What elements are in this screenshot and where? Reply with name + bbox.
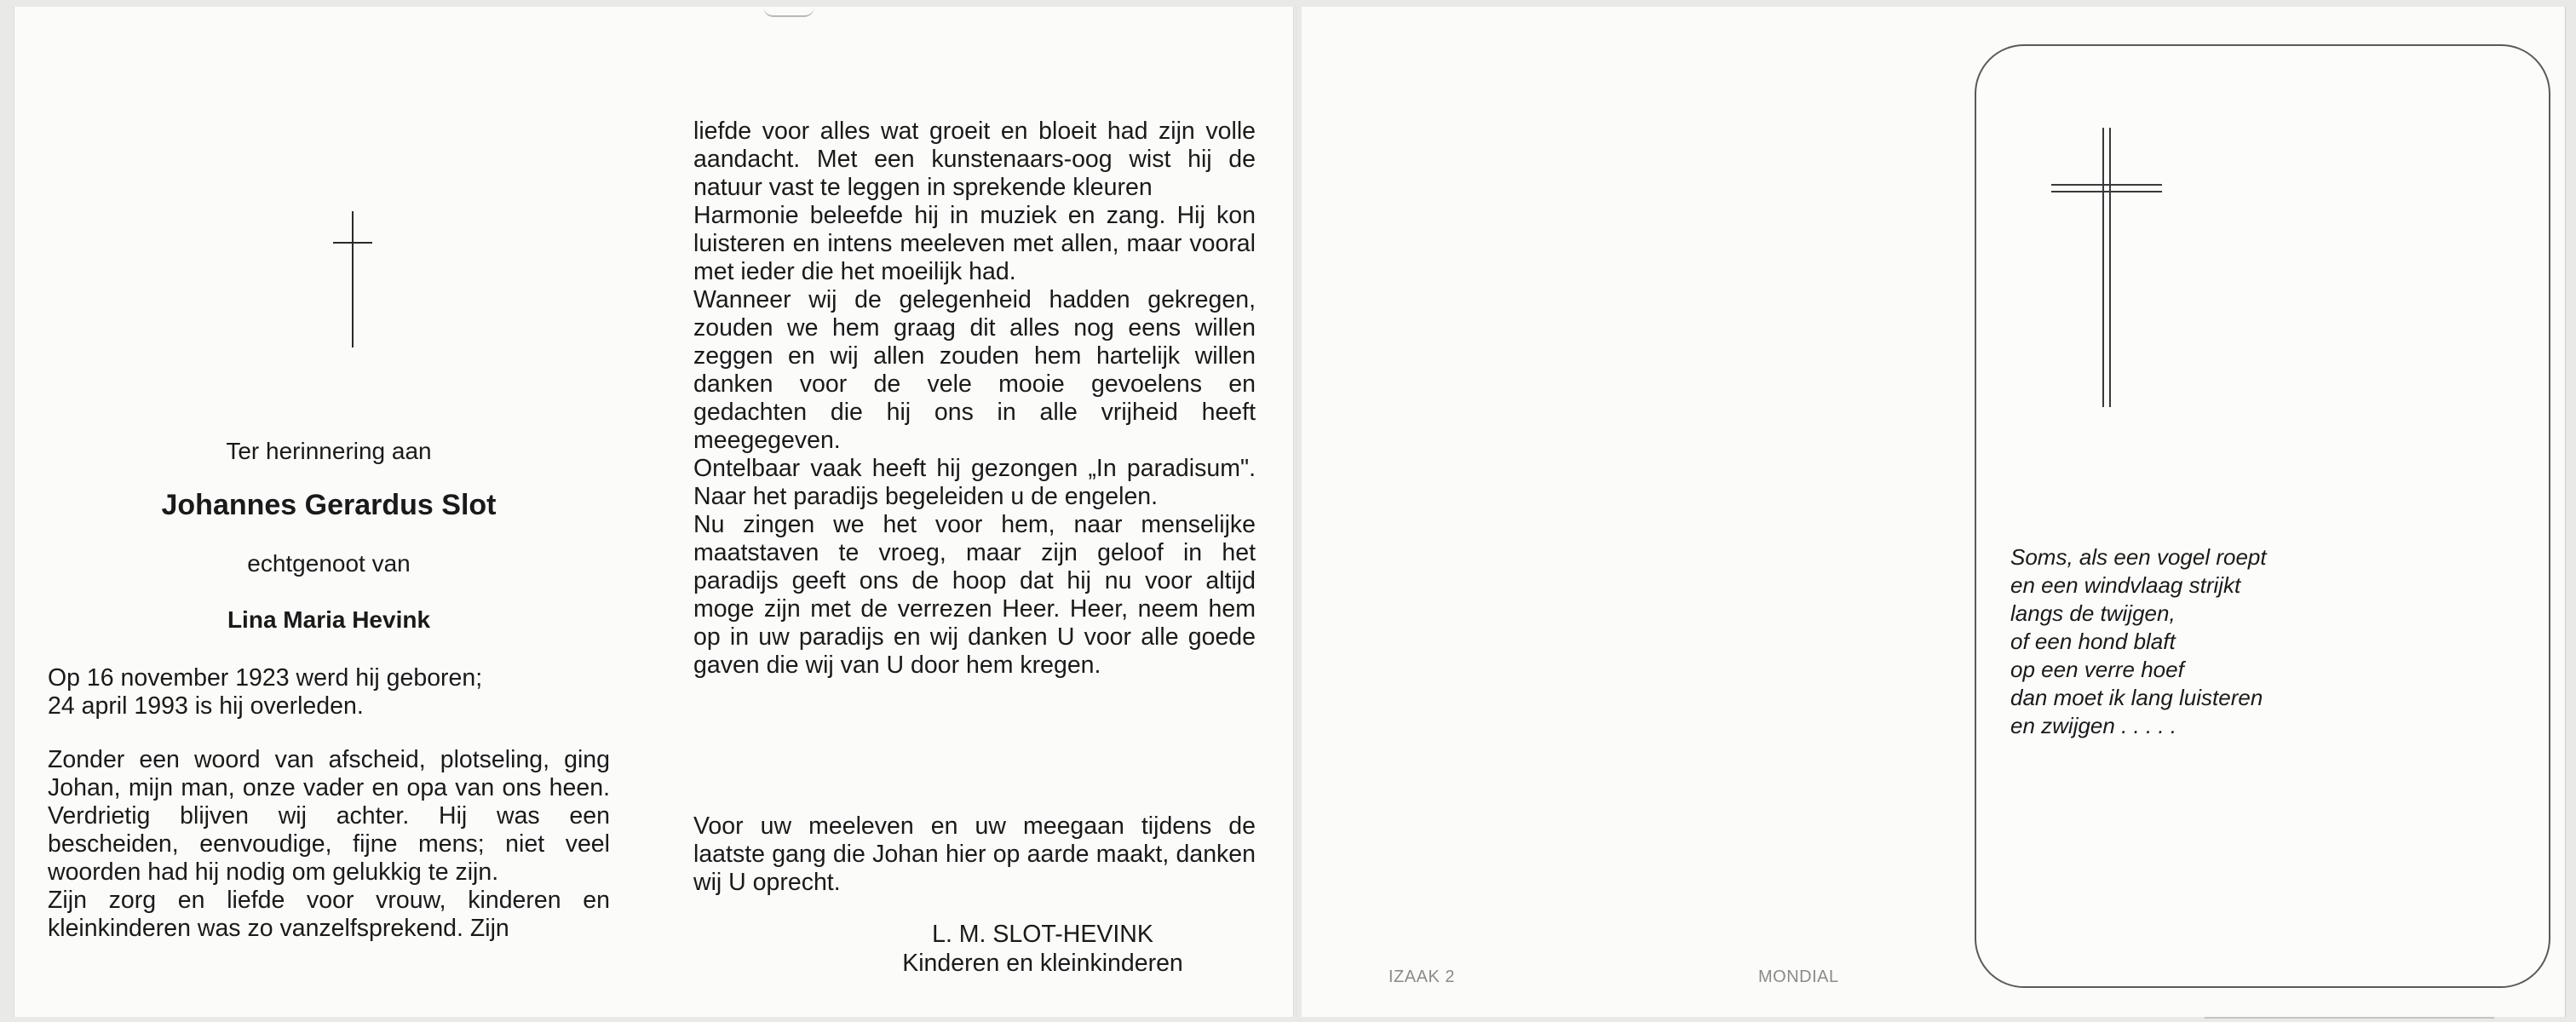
life-dates: Op 16 november 1923 werd hij geboren; 24 april 1993 is hij overleden. — [48, 664, 483, 720]
left-sheet — [14, 7, 1293, 1017]
prayer-card — [1975, 44, 2550, 988]
thanks-paragraph: Voor uw meeleven en uw meegaan tijdens de laatste gang die Johan hier op aarde maakt, danken wij U oprecht. — [693, 812, 1256, 896]
spouse-name: Lina Maria Hevink — [227, 606, 431, 633]
print-code-izaak: IZAAK 2 — [1389, 967, 1455, 986]
signature-name: L. M. SLOT-HEVINK — [932, 921, 1153, 948]
poem-text: Soms, als een vogel roept en een windvlaag strijkt langs de twijgen, of een hond blaft op een verre hoef dan moet ik lang luisteren en zwijgen . . . . . — [2010, 544, 2267, 738]
spouse-label: echtgenoot van — [247, 550, 411, 577]
right-sheet — [1302, 7, 2566, 1017]
left-column — [48, 7, 610, 1017]
print-code-mondial: MONDIAL — [1758, 967, 1839, 986]
eulogy-part-1: Zonder een woord van afscheid, plotseling, ging Johan, mijn man, onze vader en opa van ons heen. Verdrietig blijven wij achter. Hij was een bescheiden, eenvoudige, fijne mens; niet veel woorden had hij nodig om gelukkig te zijn. Zijn zorg en liefde voor vrouw, kinderen en kleinkinderen was zo vanzelfsprekend. Zijn — [48, 746, 610, 942]
double-cross-icon — [2051, 128, 2162, 407]
memorial-intro: Ter herinnering aan — [226, 438, 432, 464]
middle-column — [693, 7, 1256, 1017]
bottom-edge-mark — [2205, 1017, 2494, 1019]
center-fold — [1293, 7, 1297, 1017]
signature-family: Kinderen en kleinkinderen — [902, 950, 1183, 977]
deceased-name: Johannes Gerardus Slot — [161, 489, 497, 521]
cross-icon — [333, 211, 372, 347]
eulogy-part-2: liefde voor alles wat groeit en bloeit had zijn volle aandacht. Met een kunstenaars-oog wist hij de natuur vast te leggen in sprekende kleuren Harmonie beleefde hij in muziek en zang. Hij kon luisteren en intens meeleven met allen, maar vooral met ieder die het moeilijk had. Wanneer wij de gelegenheid hadden gekregen, zouden we hem graag dit alles nog eens willen zeggen en wij allen zouden hem hartelijk willen danken voor de vele mooie gevoelens en gedachten die hij ons in alle vrijheid heeft meegegeven. Ontelbaar vaak heeft hij gezongen „In paradisum". Naar het paradijs begeleiden u de engelen. Nu zingen we het voor hem, naar menselijke maatstaven te vroeg, maar zijn geloof in het paradijs geeft ons de hoop dat hij nu voor altijd moge zijn met de verrezen Heer. Heer, neem hem op in uw paradijs en wij danken U voor alle goede gaven die wij van U door hem kregen. — [693, 118, 1256, 679]
signature-block — [830, 920, 1256, 978]
